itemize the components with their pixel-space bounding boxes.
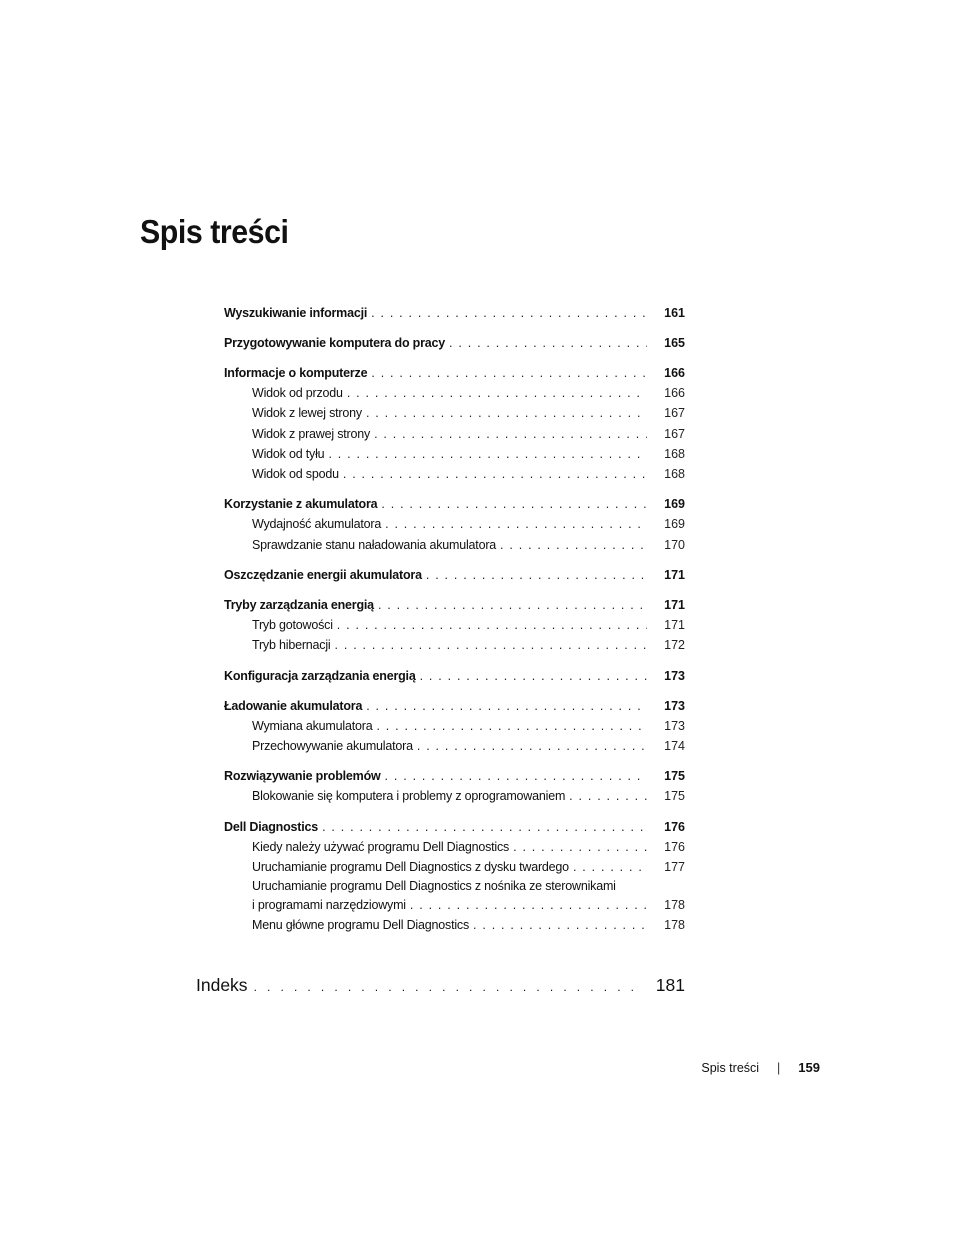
toc-subentry-page: 167 — [664, 426, 685, 441]
toc-subentry-label: Tryb hibernacji — [252, 638, 331, 653]
toc-section — [224, 303, 685, 323]
toc-section — [224, 565, 685, 585]
dot-leader — [473, 915, 647, 935]
toc-entry-label: Dell Diagnostics — [224, 819, 319, 834]
footer-section-title: Spis treści — [701, 1061, 760, 1075]
toc-subentry-label: Sprawdzanie stanu naładowania akumulatora — [252, 537, 497, 552]
toc-entry-page: 173 — [664, 698, 685, 713]
toc-entry[interactable] — [224, 494, 685, 514]
toc-subentry-label: Widok od przodu — [252, 386, 343, 400]
dot-leader — [500, 535, 647, 555]
toc-subentry-label: Wymiana akumulatora — [252, 718, 373, 733]
toc-entry[interactable] — [224, 696, 685, 716]
toc-entry-page: 175 — [664, 769, 685, 784]
toc-entry-label: Wyszukiwanie informacji — [224, 306, 368, 320]
toc-entry[interactable] — [224, 303, 685, 323]
toc-subentry-page: 170 — [664, 537, 685, 552]
dot-leader — [376, 716, 647, 736]
toc-entry-label: Przygotowywanie komputera do pracy — [224, 336, 446, 350]
toc-entry-page: 169 — [664, 497, 685, 512]
toc-entry-label: Korzystanie z akumulatora — [224, 497, 378, 512]
toc-subentry-label: Widok od spodu — [252, 467, 339, 482]
toc-entry[interactable] — [224, 363, 685, 383]
toc-section — [224, 333, 685, 353]
dot-leader — [374, 424, 647, 444]
toc-entry-page: 173 — [664, 668, 685, 683]
toc-subentry-label: Widok z lewej strony — [252, 406, 362, 421]
toc-entry-label: Ładowanie akumulatora — [224, 698, 363, 713]
toc-section — [224, 363, 685, 484]
toc-subentry[interactable] — [224, 837, 685, 857]
toc-subentry[interactable] — [224, 736, 685, 756]
toc-subentry-label: Blokowanie się komputera i problemy z oprogramowaniem — [252, 789, 566, 804]
toc-section — [224, 696, 685, 757]
index-label: Indeks — [196, 975, 248, 995]
toc-subentry[interactable] — [224, 786, 685, 806]
dot-leader — [378, 595, 647, 615]
dot-leader — [366, 403, 647, 423]
toc-subentry[interactable] — [224, 535, 685, 555]
toc-subentry-label: i programami narzędziowymi — [252, 898, 406, 913]
toc-subentry[interactable] — [224, 615, 685, 635]
toc-subentry[interactable] — [224, 716, 685, 736]
toc-entry[interactable] — [224, 565, 685, 585]
toc-subentry[interactable] — [224, 857, 685, 877]
toc-subentry-page: 172 — [664, 638, 685, 653]
toc-subentry-page: 175 — [664, 789, 685, 804]
toc-subentry-page: 168 — [664, 446, 685, 461]
toc-subentry-label-line1: Uruchamianie programu Dell Diagnostics z nośnika ze sterownikami — [252, 879, 616, 894]
toc-subentry-page: 177 — [664, 859, 685, 874]
toc-entry-page: 165 — [664, 336, 685, 350]
dot-leader — [573, 857, 647, 877]
toc-section — [224, 817, 685, 936]
toc-entry[interactable] — [224, 666, 685, 686]
toc-subentry[interactable] — [224, 915, 685, 935]
dot-leader — [254, 980, 644, 994]
toc-subentry-label: Kiedy należy używać programu Dell Diagnostics — [252, 839, 510, 854]
toc-subentry-page: 178 — [664, 918, 685, 933]
toc-subentry-page: 169 — [664, 517, 685, 532]
dot-leader — [417, 736, 647, 756]
toc-subentry[interactable] — [224, 383, 685, 403]
page-footer — [701, 1060, 820, 1075]
footer-divider: | — [777, 1061, 781, 1075]
toc-entry-page: 166 — [664, 366, 685, 380]
toc-entry[interactable] — [224, 595, 685, 615]
table-of-contents — [224, 303, 685, 946]
page-title: Spis treści — [140, 213, 289, 250]
toc-subentry-label: Wydajność akumulatora — [252, 517, 382, 532]
toc-entry-page: 176 — [664, 819, 685, 834]
dot-leader — [343, 464, 647, 484]
toc-subentry[interactable] — [224, 635, 685, 655]
toc-entry-label: Informacje o komputerze — [224, 366, 368, 380]
toc-subentry[interactable] — [224, 444, 685, 464]
toc-subentry-page: 171 — [664, 618, 685, 633]
toc-entry-label: Tryby zarządzania energią — [224, 598, 374, 613]
toc-subentry-label: Widok od tyłu — [252, 446, 325, 461]
toc-section — [224, 766, 685, 806]
dot-leader — [366, 696, 647, 716]
toc-entry-label: Konfiguracja zarządzania energią — [224, 668, 416, 683]
toc-subentry[interactable] — [224, 403, 685, 423]
toc-subentry-page: 176 — [664, 839, 685, 854]
toc-subentry[interactable] — [224, 514, 685, 534]
toc-subentry-label: Tryb gotowości — [252, 618, 333, 633]
toc-subentry[interactable] — [224, 464, 685, 484]
dot-leader — [420, 666, 647, 686]
toc-subentry-page: 174 — [664, 738, 685, 753]
dot-leader — [371, 363, 647, 383]
toc-entry-label: Oszczędzanie energii akumulatora — [224, 568, 422, 583]
toc-section — [224, 666, 685, 686]
toc-subentry-page: 167 — [664, 406, 685, 421]
dot-leader — [322, 817, 647, 837]
dot-leader — [449, 333, 647, 353]
dot-leader — [569, 786, 647, 806]
toc-index-entry[interactable] — [196, 975, 685, 996]
toc-entry[interactable] — [224, 766, 685, 786]
dot-leader — [381, 494, 647, 514]
toc-subentry-page: 168 — [664, 467, 685, 482]
toc-subentry-label: Menu główne programu Dell Diagnostics — [252, 918, 470, 933]
dot-leader — [371, 303, 647, 323]
toc-entry[interactable] — [224, 333, 685, 353]
toc-subentry-page: 166 — [664, 386, 685, 400]
toc-subentry-label: Uruchamianie programu Dell Diagnostics z dysku twardego — [252, 859, 569, 874]
dot-leader — [385, 766, 647, 786]
toc-section — [224, 494, 685, 555]
toc-subentry[interactable] — [224, 424, 685, 444]
toc-subentry-page: 173 — [664, 718, 685, 733]
index-page: 181 — [655, 975, 685, 995]
dot-leader — [335, 635, 647, 655]
toc-entry-page: 171 — [664, 598, 685, 613]
footer-page-number: 159 — [798, 1060, 820, 1075]
dot-leader — [410, 895, 647, 915]
toc-entry-label: Rozwiązywanie problemów — [224, 769, 381, 784]
toc-section — [224, 595, 685, 656]
dot-leader — [337, 615, 647, 635]
toc-subentry[interactable] — [224, 895, 685, 915]
dot-leader — [328, 444, 647, 464]
toc-subentry-label: Widok z prawej strony — [252, 426, 371, 441]
toc-entry-page: 171 — [664, 568, 685, 583]
toc-subentry-label: Przechowywanie akumulatora — [252, 738, 413, 753]
dot-leader — [385, 514, 647, 534]
dot-leader — [426, 565, 647, 585]
toc-subentry-page: 178 — [664, 898, 685, 913]
toc-entry-page: 161 — [664, 306, 685, 320]
dot-leader — [347, 383, 647, 403]
toc-entry[interactable] — [224, 817, 685, 837]
dot-leader — [513, 837, 647, 857]
